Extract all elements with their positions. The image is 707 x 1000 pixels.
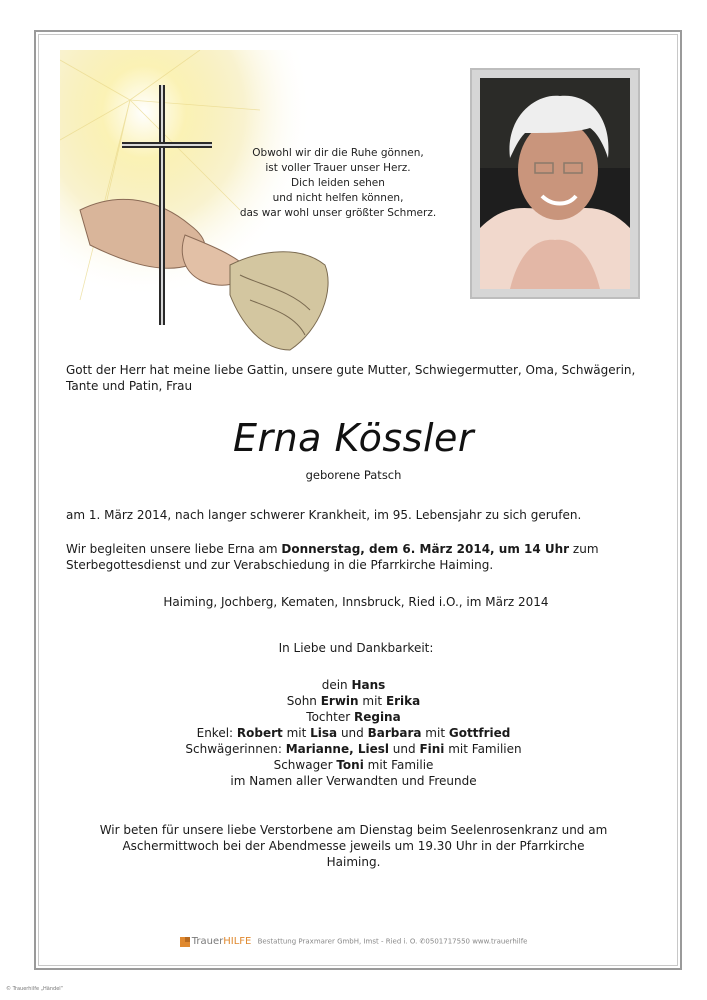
family-member: Barbara [367, 726, 422, 740]
family-text: Sohn [286, 694, 321, 708]
poem-line: das war wohl unser größter Schmerz. [239, 207, 437, 219]
family-member: Lisa [310, 726, 338, 740]
family-text: Schwager [273, 758, 337, 772]
family-text: mit [282, 726, 311, 740]
intro-text: Gott der Herr hat meine liebe Gattin, unsere gute Mutter, Schwiegermutter, Oma, Schwägerin, Tante und Patin, Frau [66, 363, 636, 393]
family-list [0, 677, 707, 789]
poem-line: Obwohl wir dir die Ruhe gönnen, [252, 147, 424, 159]
family-line [0, 757, 707, 773]
funeral-date: Donnerstag, dem 6. März 2014, um 14 Uhr [281, 542, 570, 556]
family-text: dein [321, 678, 352, 692]
poem [228, 146, 448, 221]
family-member: Erwin [320, 694, 359, 708]
maiden-name: geborene Patsch [305, 468, 402, 482]
copyright-note: © Trauerhilfe „Händel“ [6, 986, 64, 992]
family-text: Schwägerinnen: [185, 742, 286, 756]
gratitude-heading: In Liebe und Dankbarkeit: [278, 641, 434, 655]
trauerhilfe-logo-icon [180, 937, 190, 947]
brand-name [192, 936, 252, 947]
family-text: mit [358, 694, 386, 708]
family-text: und [388, 742, 420, 756]
family-text: mit Familie [363, 758, 434, 772]
family-line [0, 693, 707, 709]
deceased-name: Erna Kössler [232, 416, 475, 460]
death-notice: am 1. März 2014, nach langer schwerer Krankheit, im 95. Lebensjahr zu sich gerufen. [66, 508, 582, 522]
family-line [0, 709, 707, 725]
portrait-photo [470, 68, 640, 299]
family-member: Fini [419, 742, 445, 756]
brand-name-accent: HILFE [223, 936, 252, 947]
family-member: Gottfried [448, 726, 511, 740]
family-member: Marianne, Liesl [285, 742, 389, 756]
footer-info: Bestattung Praxmarer GmbH, Imst - Ried i. O. ✆0501717550 www.trauerhilfe [257, 937, 528, 946]
poem-line: Dich leiden sehen [291, 177, 385, 189]
family-text: Tochter [306, 710, 354, 724]
family-member: Toni [336, 758, 364, 772]
family-line: im Namen aller Verwandten und Freunde [230, 774, 477, 788]
funeral-text-before: Wir begleiten unsere liebe Erna am [66, 542, 282, 556]
family-line [0, 741, 707, 757]
places-date: Haiming, Jochberg, Kematen, Innsbruck, Ried i.O., im März 2014 [163, 595, 549, 609]
poem-line: ist voller Trauer unser Herz. [265, 162, 411, 174]
family-line [0, 677, 707, 693]
funeral-text-after: zum Sterbegottesdienst und zur Verabschiedung in die Pfarrkirche Haiming. [66, 542, 599, 572]
family-text: mit [421, 726, 449, 740]
poem-line: und nicht helfen können, [272, 192, 404, 204]
portrait-image [480, 78, 630, 289]
brand-name-part: Trauer [191, 936, 224, 947]
family-member: Regina [353, 710, 401, 724]
family-text: Enkel: [196, 726, 237, 740]
footer [0, 936, 707, 947]
family-member: Hans [351, 678, 386, 692]
family-text: mit Familien [444, 742, 522, 756]
family-member: Robert [236, 726, 283, 740]
family-member: Erika [385, 694, 421, 708]
family-line [0, 725, 707, 741]
funeral-notice [66, 541, 646, 573]
family-text: und [337, 726, 368, 740]
prayer-notice: Wir beten für unsere liebe Verstorbene am Dienstag beim Seelenrosenkranz und am Aschermittwoch bei der Abendmesse jeweils um 19.30 Uhr in der Pfarrkirche Haiming. [99, 823, 608, 869]
